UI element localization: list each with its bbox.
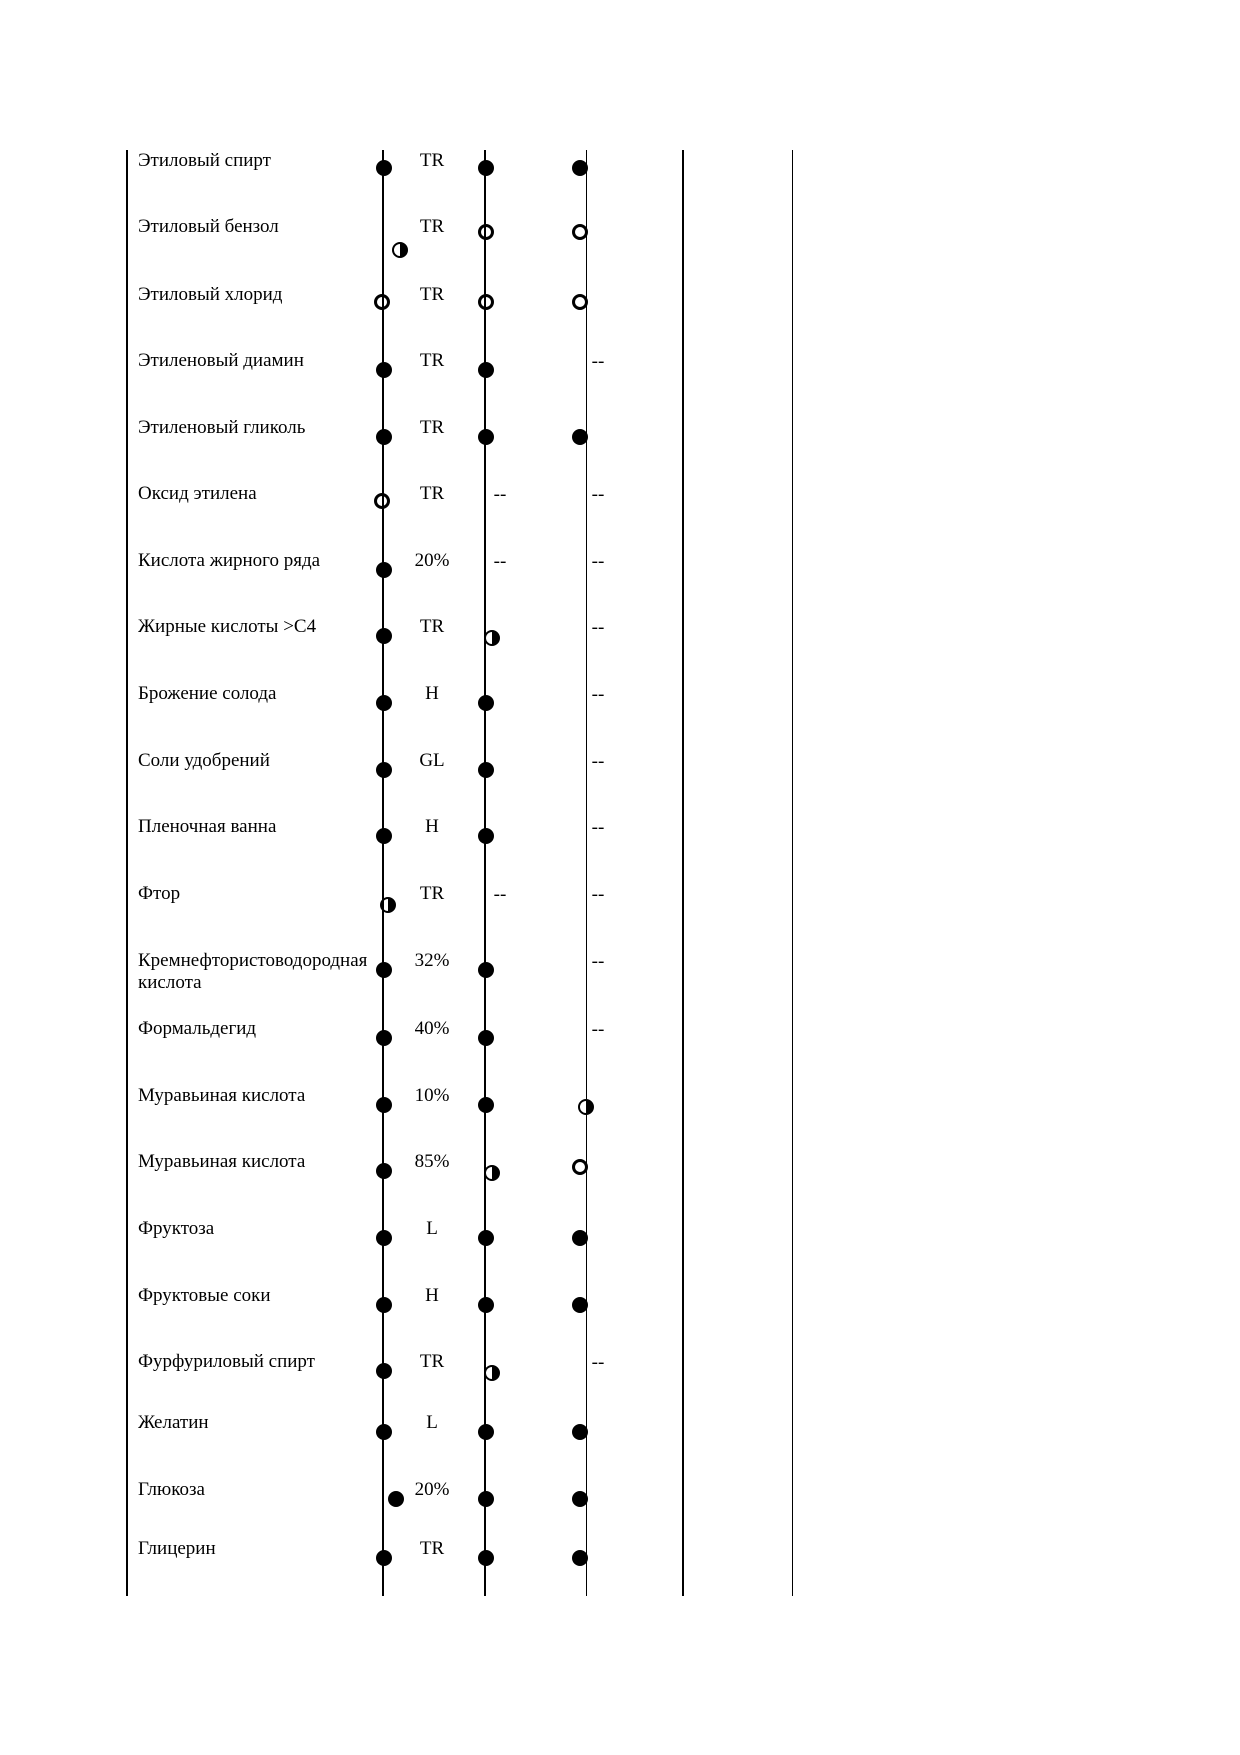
concentration: TR xyxy=(419,1351,445,1372)
substance-name: Муравьиная кислота xyxy=(138,1085,306,1106)
table-row xyxy=(126,150,799,210)
table-row xyxy=(126,1218,799,1278)
rating-full-circle-icon xyxy=(376,762,392,778)
substance-name: Кислота жирного ряда xyxy=(138,550,321,571)
concentration: TR xyxy=(419,1538,445,1559)
column-divider-4 xyxy=(682,150,684,1596)
table-row xyxy=(126,1479,799,1539)
substance-name: Оксид этилена xyxy=(138,483,257,504)
rating-full-circle-icon xyxy=(376,1030,392,1046)
rating-dash: -- xyxy=(493,884,507,905)
concentration: H xyxy=(425,816,439,837)
rating-full-circle-icon xyxy=(376,1550,392,1566)
substance-name: Глицерин xyxy=(138,1538,216,1559)
rating-dash: -- xyxy=(591,751,605,772)
substance-name: Этиловый бензол xyxy=(138,216,279,237)
table-row xyxy=(126,750,799,810)
rating-full-circle-icon xyxy=(376,695,392,711)
rating-full-circle-icon xyxy=(478,828,494,844)
rating-full-circle-icon xyxy=(478,160,494,176)
concentration: TR xyxy=(419,150,445,171)
rating-full-circle-icon xyxy=(376,429,392,445)
concentration: 20% xyxy=(414,1479,450,1500)
rating-full-circle-icon xyxy=(478,1491,494,1507)
table-row xyxy=(126,883,799,943)
rating-full-circle-icon xyxy=(388,1491,404,1507)
rating-full-circle-icon xyxy=(376,562,392,578)
rating-full-circle-icon xyxy=(478,429,494,445)
table-row xyxy=(126,1285,799,1345)
substance-name: Соли удобрений xyxy=(138,750,270,771)
table-border-left xyxy=(126,150,128,1596)
concentration: 40% xyxy=(414,1018,450,1039)
substance-name: Брожение солода xyxy=(138,683,277,704)
substance-name: Муравьиная кислота xyxy=(138,1151,306,1172)
concentration: GL xyxy=(419,750,445,771)
substance-name: Фурфуриловый спирт xyxy=(138,1351,315,1372)
rating-full-circle-icon xyxy=(478,1230,494,1246)
substance-name: Глюкоза xyxy=(138,1479,205,1500)
substance-name: Этиленовый гликоль xyxy=(138,417,306,438)
rating-full-circle-icon xyxy=(376,160,392,176)
table-row xyxy=(126,816,799,876)
rating-full-circle-icon xyxy=(478,695,494,711)
concentration: TR xyxy=(419,216,445,237)
rating-half-circle-icon xyxy=(484,630,500,646)
column-divider-3 xyxy=(586,150,587,1596)
rating-dash: -- xyxy=(591,817,605,838)
rating-full-circle-icon xyxy=(478,1030,494,1046)
table-row xyxy=(126,550,799,610)
table-row xyxy=(126,1538,799,1598)
rating-dash: -- xyxy=(591,351,605,372)
rating-full-circle-icon xyxy=(478,1550,494,1566)
substance-name: Пленочная ванна xyxy=(138,816,277,837)
table-row xyxy=(126,1151,799,1211)
table-border-right xyxy=(792,150,793,1596)
substance-name: Кремнефтористоводородная кислота xyxy=(138,950,368,993)
table-row xyxy=(126,284,799,344)
table-row xyxy=(126,417,799,477)
substance-name: Формальдегид xyxy=(138,1018,257,1039)
column-divider-2 xyxy=(484,150,486,1596)
rating-full-circle-icon xyxy=(478,1297,494,1313)
table-row xyxy=(126,950,799,1010)
substance-name: Фтор xyxy=(138,883,181,904)
concentration: TR xyxy=(419,284,445,305)
rating-half-circle-icon xyxy=(484,1365,500,1381)
table-row xyxy=(126,1085,799,1145)
table-row xyxy=(126,616,799,676)
rating-dash: -- xyxy=(591,684,605,705)
rating-dash: -- xyxy=(591,1352,605,1373)
rating-empty-circle-icon xyxy=(478,294,494,310)
substance-name: Желатин xyxy=(138,1412,209,1433)
table-row xyxy=(126,683,799,743)
concentration: TR xyxy=(419,883,445,904)
rating-full-circle-icon xyxy=(376,1163,392,1179)
rating-full-circle-icon xyxy=(478,762,494,778)
concentration: 32% xyxy=(414,950,450,971)
concentration: 10% xyxy=(414,1085,450,1106)
concentration: TR xyxy=(419,616,445,637)
rating-full-circle-icon xyxy=(376,962,392,978)
rating-full-circle-icon xyxy=(478,362,494,378)
substance-name: Фруктовые соки xyxy=(138,1285,271,1306)
rating-half-circle-icon xyxy=(392,242,408,258)
column-divider-1 xyxy=(382,150,384,1596)
rating-full-circle-icon xyxy=(376,828,392,844)
concentration: TR xyxy=(419,350,445,371)
table-row xyxy=(126,216,799,276)
rating-dash: -- xyxy=(591,484,605,505)
substance-name: Фруктоза xyxy=(138,1218,215,1239)
rating-full-circle-icon xyxy=(376,1363,392,1379)
table-row xyxy=(126,483,799,543)
rating-dash: -- xyxy=(591,951,605,972)
concentration: H xyxy=(425,1285,439,1306)
rating-dash: -- xyxy=(591,551,605,572)
rating-dash: -- xyxy=(591,1019,605,1040)
table-row xyxy=(126,1351,799,1411)
concentration: L xyxy=(426,1412,438,1433)
rating-full-circle-icon xyxy=(376,1230,392,1246)
concentration: L xyxy=(426,1218,438,1239)
rating-half-circle-icon xyxy=(484,1165,500,1181)
rating-dash: -- xyxy=(493,484,507,505)
rating-full-circle-icon xyxy=(376,362,392,378)
concentration: 85% xyxy=(414,1151,450,1172)
substance-name: Жирные кислоты >C4 xyxy=(138,616,317,637)
rating-full-circle-icon xyxy=(376,1097,392,1113)
rating-full-circle-icon xyxy=(478,1424,494,1440)
rating-empty-circle-icon xyxy=(478,224,494,240)
concentration: TR xyxy=(419,417,445,438)
substance-name: Этиловый спирт xyxy=(138,150,271,171)
substance-name: Этиленовый диамин xyxy=(138,350,304,371)
concentration: TR xyxy=(419,483,445,504)
concentration: 20% xyxy=(414,550,450,571)
rating-dash: -- xyxy=(591,884,605,905)
concentration: H xyxy=(425,683,439,704)
table-row xyxy=(126,1412,799,1472)
rating-full-circle-icon xyxy=(478,962,494,978)
rating-dash: -- xyxy=(591,617,605,638)
rating-full-circle-icon xyxy=(376,628,392,644)
table-row xyxy=(126,350,799,410)
rating-full-circle-icon xyxy=(478,1097,494,1113)
table-row xyxy=(126,1018,799,1078)
substance-name: Этиловый хлорид xyxy=(138,284,283,305)
rating-dash: -- xyxy=(493,551,507,572)
rating-full-circle-icon xyxy=(376,1297,392,1313)
rating-full-circle-icon xyxy=(376,1424,392,1440)
